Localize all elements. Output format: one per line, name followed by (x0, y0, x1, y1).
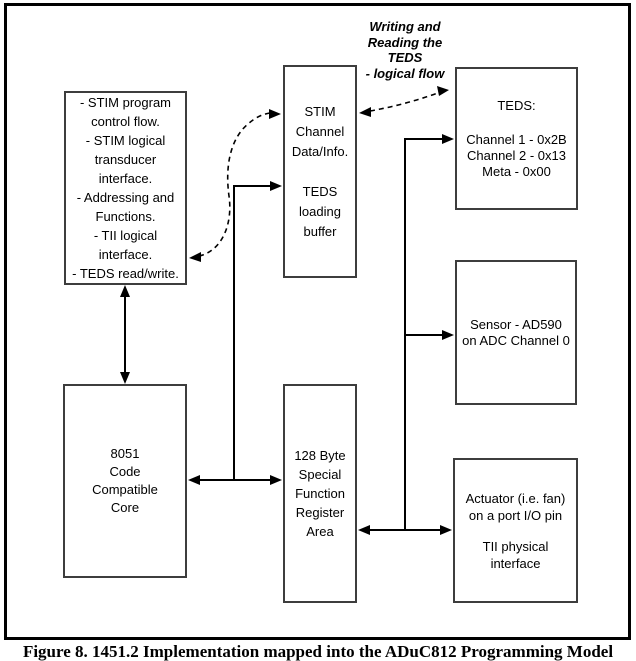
stim-functions-line: - TII logical (93, 228, 158, 243)
actuator-line: on a port I/O pin (468, 507, 563, 523)
teds-buffer-group (299, 182, 341, 242)
actuator-line: interface (490, 555, 541, 571)
sfr-line: Register (295, 505, 345, 520)
tii-physical-group (483, 538, 549, 572)
arrow-stimfunctions-core (120, 285, 130, 384)
stim-functions-line: interface. (98, 171, 153, 186)
stim-functions-box (64, 91, 187, 285)
sfr-line: Special (298, 467, 342, 482)
teds-title: TEDS: (497, 97, 536, 113)
core-line: Code (109, 464, 141, 479)
actuator-line: Actuator (i.e. fan) (465, 490, 566, 506)
sfr-line: Function (295, 486, 345, 501)
stim-channel-data-group (292, 102, 348, 162)
logical-flow-annotation (340, 19, 470, 81)
core-line: Core (110, 500, 140, 515)
stim-channel-line: loading (299, 203, 341, 219)
bus-right-vertical (405, 134, 454, 530)
actuator-line: TII physical (482, 538, 549, 554)
stim-functions-line: - TEDS read/write. (72, 266, 179, 281)
teds-line: Meta - 0x00 (482, 163, 551, 179)
actuator-box (453, 458, 578, 603)
stim-channel-line: STIM (304, 103, 336, 119)
stim-functions-line: - STIM logical (85, 133, 166, 148)
sensor-line: on ADC Channel 0 (462, 332, 570, 348)
annotation-line: Writing and (369, 19, 441, 34)
core-line: 8051 (110, 446, 140, 461)
stim-functions-line: - STIM program (79, 95, 171, 110)
stim-functions-line: Functions. (95, 209, 156, 224)
dashed-arrow-stimchannel-teds (359, 86, 449, 117)
sensor-line: Sensor - AD590 (470, 316, 562, 332)
sfr-box (283, 384, 357, 603)
teds-line: Channel 2 - 0x13 (466, 147, 566, 163)
sensor-box (455, 260, 577, 405)
annotation-line: - logical flow (365, 65, 445, 81)
stim-channel-line: TEDS (302, 183, 338, 199)
stim-functions-line: transducer (94, 152, 157, 167)
core-line: Compatible (92, 482, 158, 497)
teds-channels-group (466, 132, 566, 180)
stim-channel-line: buffer (303, 223, 337, 239)
sfr-line: 128 Byte (294, 448, 346, 463)
stim-functions-line: - Addressing and (76, 190, 175, 205)
sfr-line: Area (306, 524, 334, 539)
stim-channel-line: Channel (295, 123, 345, 139)
annotation-line: TEDS (387, 50, 423, 65)
teds-line: Channel 1 - 0x2B (466, 131, 567, 147)
core-8051-box (63, 384, 187, 578)
line-sfrbus-to-stimchannel (234, 181, 282, 480)
stim-channel-line: Data/Info. (291, 143, 349, 159)
teds-box (455, 67, 578, 210)
figure-caption: Figure 8. 1451.2 Implementation mapped into the ADuC812 Programming Model (22, 642, 614, 661)
stim-channel-box (283, 65, 357, 278)
annotation-line: Reading the (367, 34, 443, 50)
stim-functions-line: control flow. (91, 114, 160, 129)
actuator-desc-group (466, 490, 566, 524)
stim-functions-line: interface. (98, 247, 153, 262)
